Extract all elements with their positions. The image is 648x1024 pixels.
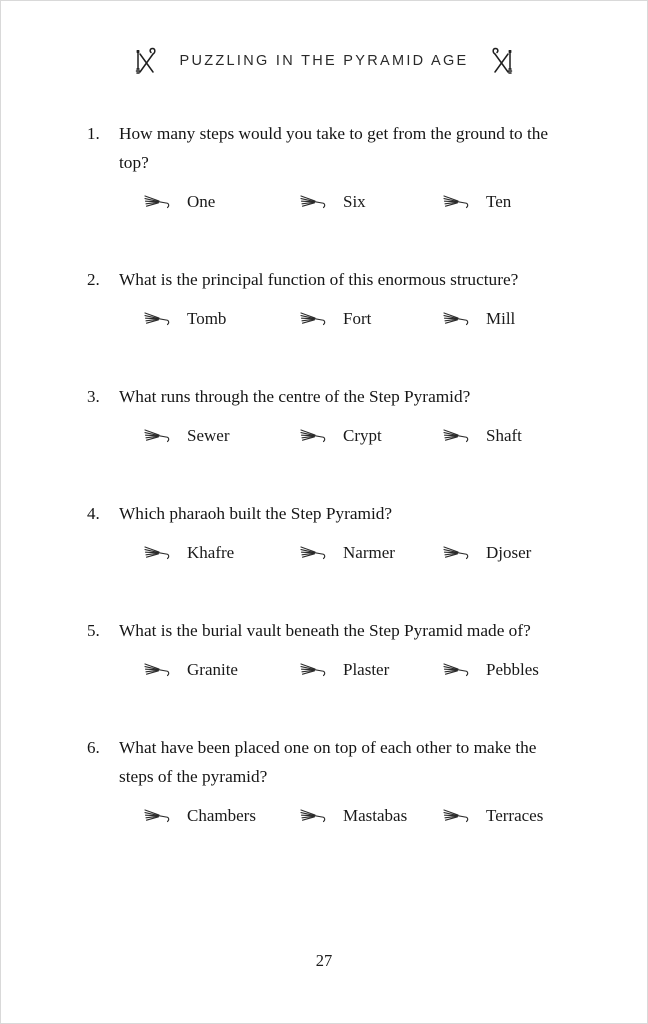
reed-arrow-bullet-icon [299, 660, 329, 680]
answer-row [87, 308, 577, 330]
answer-option[interactable] [442, 308, 515, 330]
answer-option[interactable] [143, 191, 299, 213]
reed-arrow-bullet-icon [143, 192, 173, 212]
question-text: Which pharaoh built the Step Pyramid? [119, 504, 393, 523]
question-line [87, 382, 577, 411]
answer-row [87, 659, 577, 681]
question-number: 5. [87, 621, 100, 640]
question-text: What is the burial vault beneath the Step Pyramid made of? [119, 621, 531, 640]
question-number: 1. [87, 124, 100, 143]
reed-arrow-bullet-icon [143, 543, 173, 563]
reed-arrow-bullet-icon [143, 309, 173, 329]
question-line [87, 499, 577, 528]
question-block [87, 265, 577, 330]
answer-option[interactable] [299, 191, 442, 213]
spacer [87, 213, 577, 265]
answer-label: Mill [486, 309, 516, 328]
running-head-title: PUZZLING IN THE PYRAMID AGE [179, 53, 469, 69]
answer-option[interactable] [143, 308, 299, 330]
answer-option[interactable] [299, 425, 442, 447]
answer-label: Pebbles [486, 660, 539, 679]
reed-arrow-bullet-icon [299, 426, 329, 446]
answer-option[interactable] [299, 542, 442, 564]
answer-option[interactable] [442, 191, 511, 213]
answer-label: Terraces [486, 806, 544, 825]
question-number: 4. [87, 504, 100, 523]
question-text: How many steps would you take to get from the ground to the top? [119, 124, 549, 172]
question-line [87, 119, 577, 177]
answer-option[interactable] [442, 542, 531, 564]
reed-arrow-bullet-icon [299, 806, 329, 826]
answer-label: Plaster [343, 660, 390, 679]
answer-option[interactable] [143, 659, 299, 681]
answer-row [87, 542, 577, 564]
reed-arrow-bullet-icon [299, 192, 329, 212]
spacer [87, 330, 577, 382]
answer-option[interactable] [442, 805, 543, 827]
answer-option[interactable] [442, 425, 522, 447]
answer-label: Granite [187, 660, 238, 679]
answer-label: Fort [343, 309, 372, 328]
question-text: What is the principal function of this enormous structure? [119, 270, 519, 289]
question-number: 6. [87, 738, 100, 757]
reed-arrow-bullet-icon [442, 806, 472, 826]
question-number: 3. [87, 387, 100, 406]
reed-arrow-bullet-icon [143, 806, 173, 826]
answer-option[interactable] [143, 805, 299, 827]
answer-option[interactable] [299, 308, 442, 330]
page-number: 27 [315, 951, 333, 970]
answer-label: Khafre [187, 543, 235, 562]
answer-option[interactable] [299, 805, 442, 827]
question-line [87, 616, 577, 645]
crook-and-flail-ornament-right [487, 45, 517, 77]
spacer [87, 681, 577, 733]
answer-option[interactable] [143, 425, 299, 447]
answer-option[interactable] [299, 659, 442, 681]
reed-arrow-bullet-icon [442, 543, 472, 563]
question-block [87, 733, 577, 827]
answer-label: Crypt [343, 426, 382, 445]
reed-arrow-bullet-icon [299, 309, 329, 329]
question-line [87, 733, 577, 791]
question-block [87, 499, 577, 564]
question-list [87, 119, 577, 827]
answer-label: Narmer [343, 543, 395, 562]
reed-arrow-bullet-icon [442, 426, 472, 446]
reed-arrow-bullet-icon [442, 192, 472, 212]
question-text: What have been placed one on top of each other to make the steps of the pyramid? [119, 738, 537, 786]
answer-label: Tomb [187, 309, 227, 328]
question-block [87, 382, 577, 447]
reed-arrow-bullet-icon [442, 660, 472, 680]
answer-label: Chambers [187, 806, 256, 825]
running-head [1, 43, 647, 79]
reed-arrow-bullet-icon [299, 543, 329, 563]
question-number: 2. [87, 270, 100, 289]
answer-row [87, 425, 577, 447]
question-block [87, 616, 577, 681]
spacer [87, 564, 577, 616]
question-block [87, 119, 577, 213]
crook-and-flail-ornament-left [131, 45, 161, 77]
answer-option[interactable] [143, 542, 299, 564]
reed-arrow-bullet-icon [143, 660, 173, 680]
answer-label: One [187, 192, 216, 211]
answer-label: Sewer [187, 426, 230, 445]
reed-arrow-bullet-icon [143, 426, 173, 446]
answer-option[interactable] [442, 659, 539, 681]
answer-label: Mastabas [343, 806, 408, 825]
answer-row [87, 191, 577, 213]
reed-arrow-bullet-icon [442, 309, 472, 329]
question-line [87, 265, 577, 294]
question-text: What runs through the centre of the Step Pyramid? [119, 387, 471, 406]
answer-label: Shaft [486, 426, 522, 445]
answer-label: Six [343, 192, 366, 211]
answer-row [87, 805, 577, 827]
answer-label: Djoser [486, 543, 532, 562]
spacer [87, 447, 577, 499]
answer-label: Ten [486, 192, 512, 211]
